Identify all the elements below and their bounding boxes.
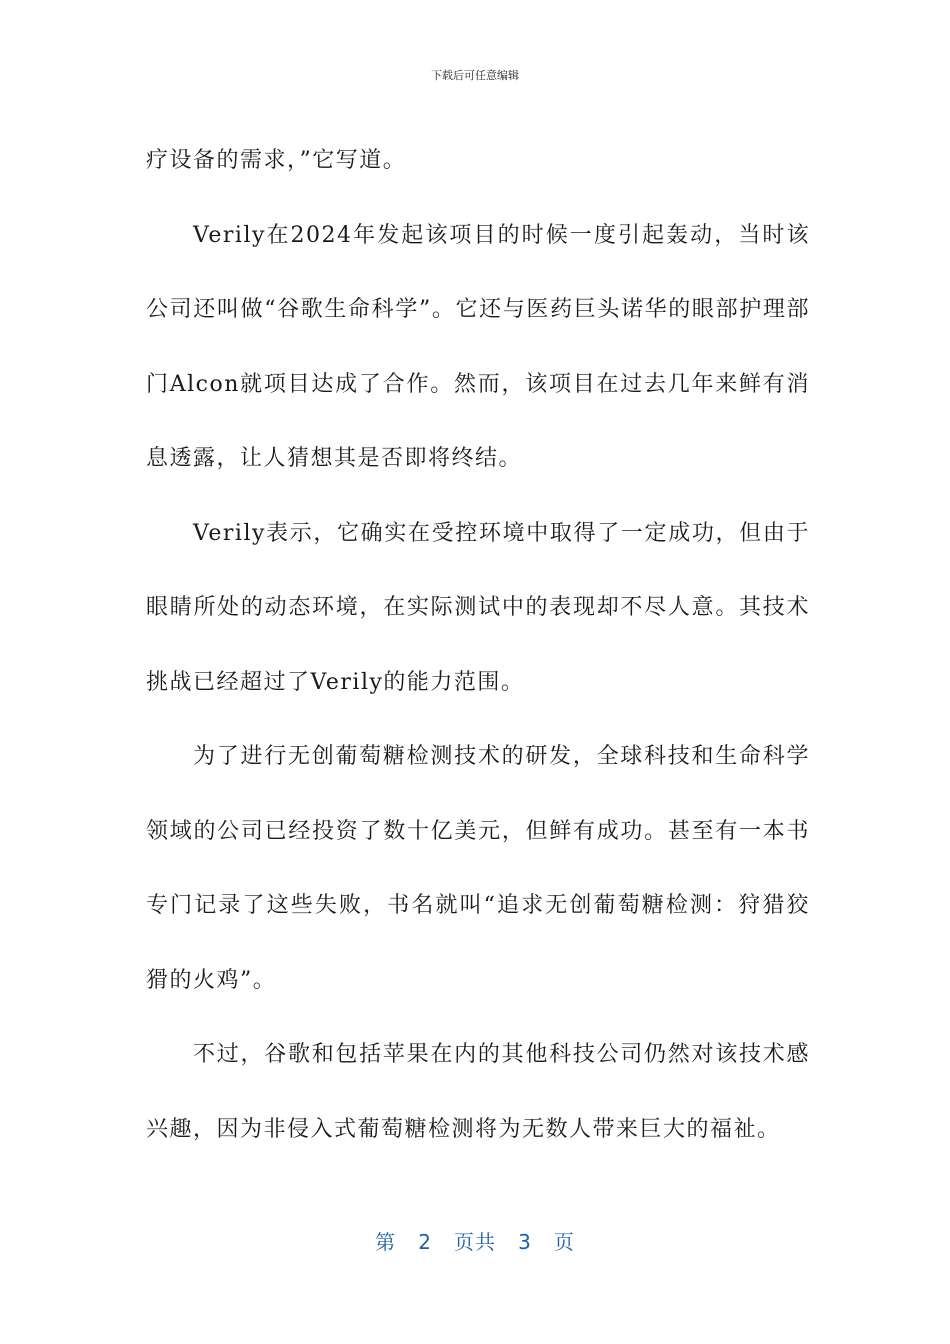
document-body <box>146 124 810 1167</box>
paragraph: 不过，谷歌和包括苹果在内的其他科技公司仍然对该技术感兴趣，因为非侵入式葡萄糖检测将为无数人带来巨大的福祉。 <box>146 1042 810 1142</box>
page-header: 下载后可任意编辑 <box>431 69 519 82</box>
total-page-number: 3 <box>518 1230 532 1254</box>
current-page-number: 2 <box>418 1230 432 1254</box>
page-prefix: 第 <box>375 1230 397 1254</box>
paragraph: Verily在2024年发起该项目的时候一度引起轰动，当时该公司还叫做“谷歌生命科学”。它还与医药巨头诺华的眼部护理部门Alcon就项目达成了合作。然而，该项目在过去几年来鲜有消息透露，让人猜想其是否即将终结。 <box>146 222 810 471</box>
page-middle: 页共 <box>454 1230 496 1254</box>
paragraph: Verily表示，它确实在受控环境中取得了一定成功，但由于眼睛所处的动态环境，在实际测试中的表现却不尽人意。其技术挑战已经超过了Verily的能力范围。 <box>146 520 810 695</box>
paragraph-continuation: 疗设备的需求，”它写道。 <box>146 148 407 173</box>
paragraph: 为了进行无创葡萄糖检测技术的研发，全球科技和生命科学领域的公司已经投资了数十亿美元，但鲜有成功。甚至有一本书专门记录了这些失败，书名就叫“追求无创葡萄糖检测：狩猎狡猾的火鸡”。 <box>146 744 810 993</box>
page-footer <box>0 1226 950 1255</box>
page-suffix: 页 <box>553 1230 575 1254</box>
